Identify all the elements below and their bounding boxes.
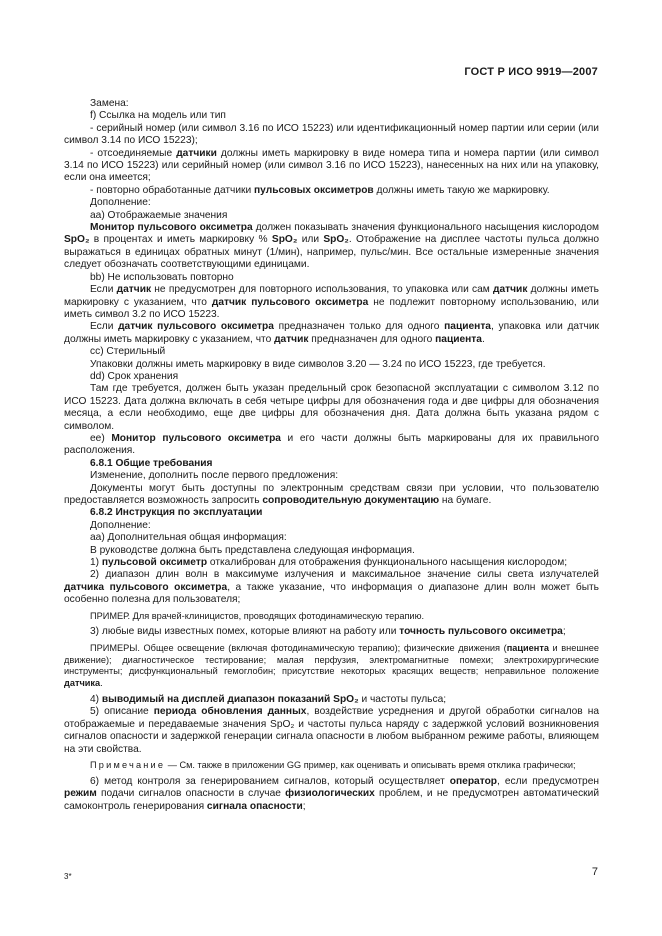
paragraph: Упаковки должны иметь маркировку в виде символов 3.20 — 3.24 по ИСО 15223, где требуется.	[90, 358, 546, 370]
list-item: 3) любые виды известных помех, которые влияют на работу или точность пульсового оксиметра;	[90, 626, 566, 638]
list-item: 4) выводимый на дисплей диапазон показаний SpO₂ и частоты пульса;	[90, 694, 447, 706]
paragraph: Там где требуется, должен быть указан предельный срок безопасной эксплуатации с символом 3.12 по ИСО 15223. Дата должна включать в себя четыре цифры для обозначения года и две цифры для обозначения месяца, а если необходимо, еще две цифры для обозначения дня. Дата должна быть указана рядом с символом.	[64, 383, 599, 432]
paragraph: - серийный номер (или символ 3.16 по ИСО 15223) или идентификационный номер партии или серии (или символ 3.14 по ИСО 15223);	[64, 122, 599, 147]
doc-code-header: ГОСТ Р ИСО 9919—2007	[464, 66, 598, 78]
document-body	[64, 98, 599, 813]
sheet-mark: 3*	[64, 872, 72, 881]
paragraph: аа) Дополнительная общая информация:	[90, 532, 287, 544]
list-item: 5) описание периода обновления данных, воздействие усреднения и другой обработки сигналов на отображаемые и передаваемые значения SpO₂ и частоты пульса наряду с задержкой условий возникновения сигналов опасности и задержкой генерации сигнала опасности в любом выбранном режиме работы, влияющем на эти свойства.	[64, 706, 600, 755]
list-item: 1) пульсовой оксиметр откалиброван для отображения функционального насыщения кислородом;	[90, 557, 568, 569]
paragraph: Если датчик не предусмотрен для повторного использования, то упаковка или сам датчик должны иметь маркировку с указанием, что датчик пульсового оксиметра не подлежит повторному использованию, или иметь символ 3.2 по ИСО 15223.	[64, 284, 599, 320]
paragraph: dd) Срок хранения	[90, 370, 179, 382]
paragraph: bb) Не использовать повторно	[90, 271, 234, 283]
paragraph: Монитор пульсового оксиметра должен показывать значения функционального насыщения кислородом SpO₂ в процентах и иметь маркировку % SpO₂ или SpO₂. Отображение на дисплее частоты пульса должно выражаться в единицах обратных минут (1/мин), например, пульс/мин. Все остальные измеренные значения следует обозначать соответствующими единицами.	[64, 222, 599, 271]
paragraph: Дополнение:	[90, 519, 151, 531]
list-item: 2) диапазон длин волн в максимуме излучения и максимальное значение силы света излучателей датчика пульсового оксиметра, а также указание, что информация о диапазоне длин волн может быть особенно полезна для пользователя;	[64, 569, 599, 606]
paragraph: f) Ссылка на модель или тип	[90, 110, 226, 122]
example-note: ПРИМЕР. Для врачей-клиницистов, проводящих фотодинамическую терапию.	[90, 610, 425, 621]
note: Примечание — См. также в приложении GG пример, как оценивать и описывать время отклика графически;	[90, 760, 576, 771]
paragraph: Если датчик пульсового оксиметра предназначен только для одного пациента, упаковка или датчик должны иметь маркировку с указанием, что датчик предназначен для одного пациента.	[64, 321, 599, 345]
paragraph: cc) Стерильный	[90, 346, 166, 358]
paragraph: В руководстве должна быть представлена следующая информация.	[90, 544, 415, 556]
paragraph: Замена:	[90, 98, 129, 109]
paragraph: - отсоединяемые датчики должны иметь маркировку в виде номера типа и номера партии (или символ 3.14 по ИСО 15223) или серийный номер (или символ 3.16 по ИСО 15223), нанесенных на них или на упаковку, если она имеется;	[64, 147, 599, 184]
paragraph: ее) Монитор пульсового оксиметра и его части должны быть маркированы для их правильного расположения.	[64, 432, 599, 457]
section-heading: 6.8.1 Общие требования	[90, 457, 213, 469]
paragraph: - повторно обработанные датчики пульсовых оксиметров должны иметь такую же маркировку.	[90, 184, 550, 196]
paragraph: Изменение, дополнить после первого предложения:	[90, 470, 339, 482]
section-heading: 6.8.2 Инструкция по эксплуатации	[90, 507, 263, 519]
list-item: 6) метод контроля за генерированием сигналов, который осуществляет оператор, если предусмотрен режим подачи сигналов опасности в случае физиологических проблем, и не предусмотрен автоматический самоконтроль генерирования сигнала опасности;	[64, 775, 600, 812]
paragraph: Дополнение:	[90, 197, 151, 209]
example-note: ПРИМЕРЫ. Общее освещение (включая фотодинамическую терапию); физические движения (пациента и внешнее движение); диагностическое тестирование; малая перфузия, электромагнитные помехи; электрохирургические инструменты; дисфункциональный гемоглобин; присутствие некоторых красящих веществ; неправильное положение датчика.	[64, 642, 600, 689]
paragraph: аа) Отображаемые значения	[90, 209, 228, 221]
page-number: 7	[591, 866, 598, 878]
paragraph: Документы могут быть доступны по электронным средствам связи при условии, что пользователю предоставляется возможность запросить сопроводительную документацию на бумаге.	[64, 482, 599, 506]
